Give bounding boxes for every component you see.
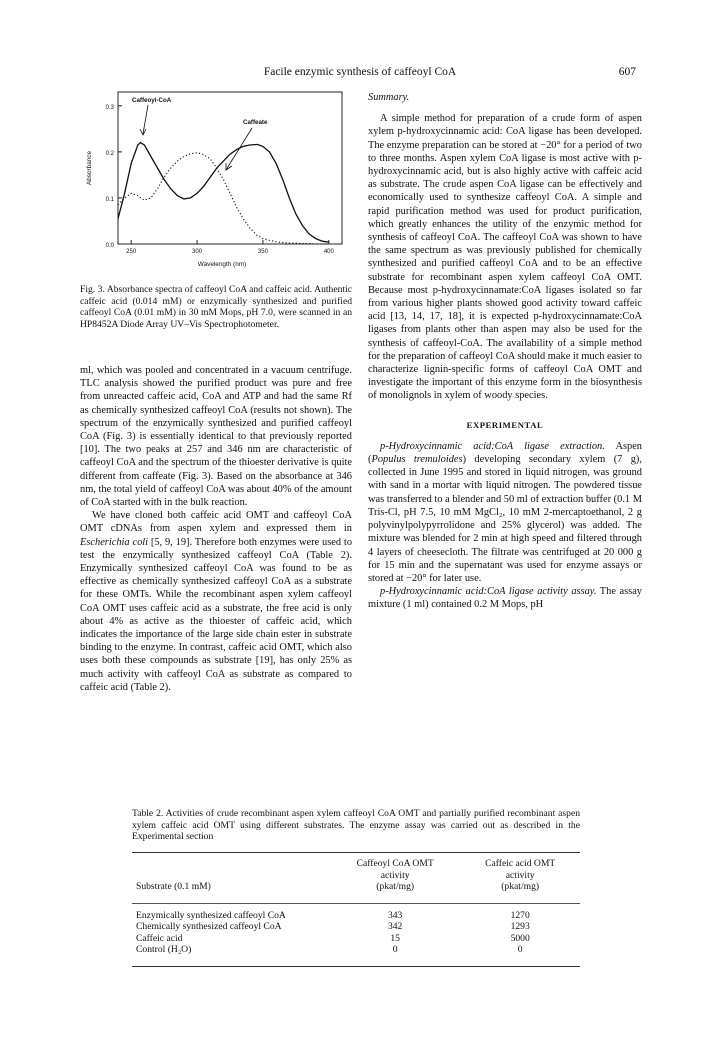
table-cell: 1270 — [510, 909, 530, 921]
x-tick-label: 300 — [192, 249, 203, 255]
page-number: 607 — [618, 66, 636, 78]
x-tick-label: 400 — [323, 249, 334, 255]
series-label: Caffeoyl-CoA — [132, 97, 172, 104]
figure-caption: Fig. 3. Absorbance spectra of caffeoyl CoA and caffeic acid. Authentic caffeic acid (0.014 mM) or enzymically synthesized and purified caffeoyl CoA (0.01 mM) in 30 mM Mops, pH 7.0, were scanned in an HP8452A Diode Array UV–Vis Spectrophotometer. — [80, 284, 352, 330]
left-column-text — [80, 364, 352, 694]
summary-heading: Summary. — [368, 92, 410, 103]
table-cell: 15 — [390, 932, 400, 944]
table-rule — [132, 852, 580, 853]
table-cell: Enzymically synthesized caffeoyl CoA — [136, 909, 286, 921]
y-tick-label: 0.3 — [105, 104, 114, 111]
table-cell: 342 — [387, 921, 403, 932]
table-header-row — [132, 858, 580, 893]
body-paragraph: p-Hydroxycinnamic acid:CoA ligase extraction. Aspen (Populus tremuloides) developing secondary xylem (7 g), collected in June 1995 and stored in liquid nitrogen, was ground with sand in a mortar with liquid nitrogen. The powdered tissue was transferred to a blender and 50 ml of extraction buffer (0.1 M Tris-Cl, pH 7.5, 10 mM MgCl₂, 10 mM 2-mercaptoethanol, 2 g polyvinylpolypyrrolidone and 25% glycerol) was added. The mixture was blended for 2 min at high speed and filtered through 4 layers of cheesecloth. The filtrate was centrifuged at 20 000 g for 15 min and the supernatant was used for enzyme assays or stored at −20° for later use. — [368, 440, 642, 584]
column-header: Caffeoyl CoA OMT activity (pkat/mg) — [356, 858, 434, 892]
table-cell: 343 — [387, 909, 403, 921]
x-tick-label: 250 — [126, 249, 137, 255]
table-row — [132, 933, 580, 945]
table-cell: 0 — [392, 944, 398, 955]
summary-paragraph: A simple method for preparation of a crude form of aspen xylem p-hydroxycinnamic acid: CoA ligase has been developed. The enzyme preparation can be stored at −20° for a period of two to three months. Aspen xylem CoA ligase is most active with p-hydroxycinnamic acid, but is also highly active with caffeic acid as substrate. The crude aspen CoA ligase can be effectively and economically used to synthesize caffeoyl CoA. A simple and rapid purification method was used for product purification, which greatly enhances the utility of the enzymic method for synthesis of caffeoyl CoA. The caffeoyl CoA was shown to have the same spectrum as was previously published for chemically synthesized and purified caffeoyl CoA and to be an effective substrate for recombinant aspen xylem caffeoyl CoA OMT. Because most p-hydroxycinnamate:CoA ligases isolated so far from various higher plants showed good activity toward caffeic acid [13, 14, 17, 18], it is expected p-hydroxycinnamate:CoA ligases from plants other than aspen may also be used for the synthesis of caffeoyl-CoA. The availability of a simple method for the preparation of caffeoyl CoA should make it much easier to characterize lignin-specific forms of caffeoyl CoA OMT and investigate the important of this enzyme form in the biosynthesis of monolignols in xylem of woody species. — [368, 113, 642, 402]
y-tick-label: 0.1 — [105, 196, 114, 203]
column-header: Caffeic acid OMT activity (pkat/mg) — [485, 858, 556, 892]
y-axis-label: Absorbance — [86, 150, 93, 186]
annotation-arrow — [226, 128, 252, 170]
absorbance-spectra-chart — [80, 86, 348, 280]
table-caption: Table 2. Activities of crude recombinant aspen xylem caffeoyl CoA OMT and partially purified recombinant aspen xylem caffeic acid OMT using different substrates. The enzyme assay was carried out as described in the Experimental section — [132, 808, 580, 843]
table-cell: 0 — [517, 944, 523, 955]
body-paragraph: p-Hydroxycinnamic acid:CoA ligase activity assay. The assay mixture (1 ml) contained 0.2 M Mops, pH — [368, 586, 643, 611]
table-row — [132, 944, 580, 956]
table-cell: 1293 — [510, 921, 530, 932]
table-row — [132, 910, 580, 922]
body-paragraph: We have cloned both caffeic acid OMT and caffeoyl CoA OMT cDNAs from aspen xylem and expressed them in Escherichia coli [5, 9, 19]. Therefore both enzymes were used to test the enzymically synthesized caffeoyl CoA (Table 2). Enzymically synthesized caffeoyl CoA was found to be as effective as chemically synthesized caffeoyl CoA as a substrate for these OMTs. While the recombinant aspen xylem caffeoyl CoA OMT uses caffeic acid as a substrate, the free acid is only about 4% as active as the thioester of caffeic acid, which indicates the importance of the large side chain ester in substrate binding to the enzyme. In contrast, caffeic acid OMT, which also uses both these compounds as substrate [19], has only 25% as much activity with caffeoyl CoA as substrate as compared to caffeic acid (Table 2). — [80, 510, 353, 693]
x-tick-label: 350 — [257, 249, 268, 255]
x-axis-label: Wavelength (nm) — [197, 261, 247, 268]
column-header: Substrate (0.1 mM) — [136, 881, 211, 892]
body-paragraph: ml, which was pooled and concentrated in a vacuum centrifuge. TLC analysis showed the purified product was pure and free from unreacted caffeic acid, CoA and ATP and had the same Rf as chemically synthesized caffeoyl CoA (results not shown). The spectrum of the enzymically synthesized and purified caffeoyl CoA (Fig. 3) is essentially identical to that previously reported [10]. The two peaks at 257 and 346 nm are characteristic of caffeoyl CoA and the spectrum of the thioester derivative is quite different from caffeate (Fig. 3). Based on the absorbance at 346 nm, the total yield of caffeoyl CoA was about 40% of the amount of CoA started with in the bulk reaction. — [80, 365, 352, 509]
right-column-text — [368, 91, 642, 612]
y-tick-label: 0.0 — [105, 243, 114, 249]
table-rule — [132, 966, 580, 967]
activity-table — [132, 858, 580, 956]
y-tick-label: 0.2 — [105, 150, 114, 157]
table-cell: Caffeic acid — [136, 932, 183, 944]
caffeoyl-coa-spectrum-line — [118, 143, 329, 243]
caffeate-spectrum-line — [118, 153, 329, 244]
table-cell: Control (H₂O) — [136, 944, 192, 955]
running-title: Facile enzymic synthesis of caffeoyl CoA — [263, 66, 457, 78]
arrow-head — [226, 163, 232, 170]
table-row — [132, 921, 580, 933]
table-cell: 5000 — [510, 932, 530, 944]
plot-frame — [118, 92, 342, 244]
table-cell: Chemically synthesized caffeoyl CoA — [136, 921, 282, 932]
series-label: Caffeate — [243, 119, 268, 126]
section-heading: EXPERIMENTAL — [466, 419, 544, 430]
